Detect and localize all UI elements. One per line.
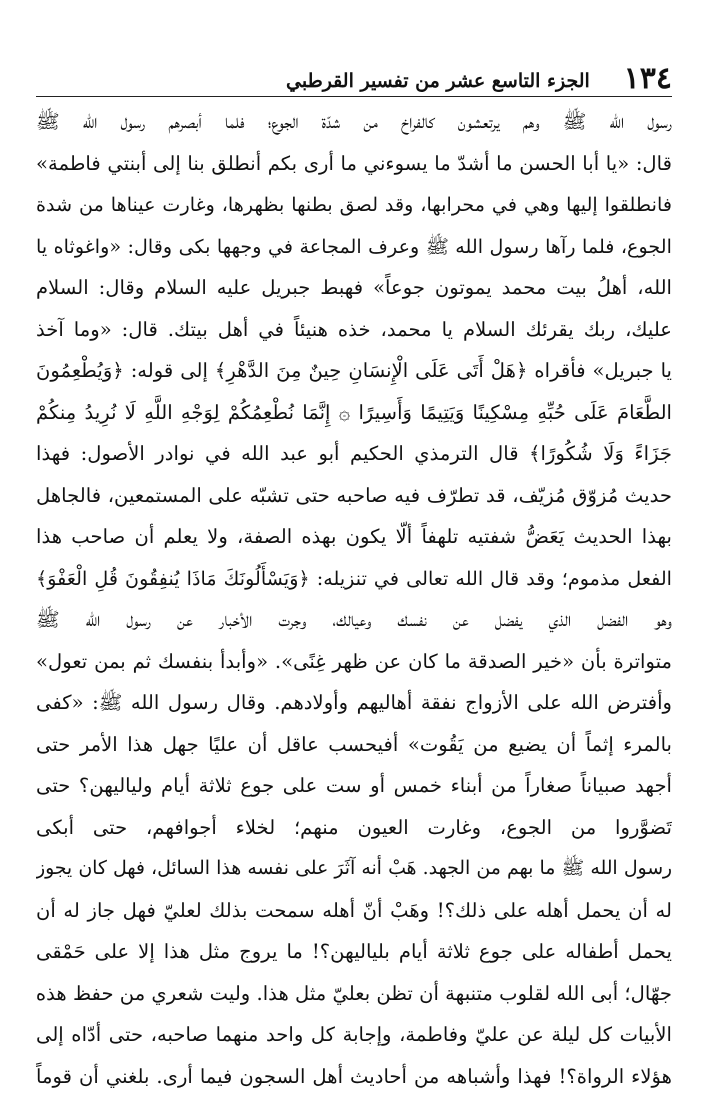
text-line: فانطلقوا إليها وهي في محرابها، وقد لصق بطنها بظهرها، وغارت عيناها من شدة (36, 184, 672, 226)
page-number: ١٣٤ (624, 62, 672, 96)
text-line: رسول الله ﷺ وهم يرتعشون كالفراخ من شدّة الجوع؛ فلما أبصرهم رسول الله ﷺ (36, 101, 672, 143)
text-line: الطَّعَامَ عَلَى حُبِّهِ مِسْكِينًا وَيَتِيمًا وَأَسِيرًا ۞ إِنَّمَا نُطْعِمُكُمْ لِوَجْهِ اللَّهِ لَا نُرِيدُ مِنكُمْ (36, 392, 672, 434)
text-line: الله، أهلُ بيت محمد يموتون جوعاً» فهبط جبريل عليه السلام وقال: السلام (36, 267, 672, 309)
text-line: حديث مُزوّق مُزيّف، قد تطرّف فيه صاحبه حتى تشبّه على المستمعين، فالجاهل (36, 475, 672, 517)
text-line: رسول الله ﷺ ما بهم من الجهد. هَبْ أنه آثَرَ على نفسه هذا السائل، فهل كان يجوز (36, 848, 672, 890)
text-line: عليك، ربك يقرئك السلام يا محمد، خذه هنيئاً في أهل بيتك. قال: «وما آخذ (36, 309, 672, 351)
text-line: أجهد صبياناً صغاراً من أبناء خمس أو ست على جوع ثلاثة أيام ولياليهن؟ حتى (36, 765, 672, 807)
text-line: متواترة بأن «خير الصدقة ما كان عن ظهر غِنًى». «وأبدأ بنفسك ثم بمن تعول» (36, 641, 672, 683)
text-line: الجوع، فلما رآها رسول الله ﷺ وعرف المجاعة في وجهها بكى وقال: «واغوثاه يا (36, 226, 672, 268)
text-line: قال: «يا أبا الحسن ما أشدّ ما يسوءني ما أرى بكم أنطلق بنا إلى أبنتي فاطمة» (36, 143, 672, 185)
running-title: الجزء التاسع عشر من تفسير القرطبي (286, 66, 590, 96)
text-line: بالمرء إثماً أن يضيع من يَقُوت» أفيحسب عاقل أن عليًا جهل هذا الأمر حتى (36, 724, 672, 766)
text-line: جهّال؛ أبى الله لقلوب متنبهة أن تظن بعليّ مثل هذا. وليت شعري من حفظ هذه (36, 973, 672, 1015)
text-line: يا جبريل» فأقراه ﴿هَلْ أَتَى عَلَى الْإِنسَانِ حِينٌ مِنَ الدَّهْرِ﴾ إلى قوله: ﴿وَيُطْعِمُونَ (36, 350, 672, 392)
book-page (36, 58, 672, 1097)
text-line: وأفترض الله على الأزواج نفقة أهاليهم وأولادهم. وقال رسول الله ﷺ: «كفى (36, 682, 672, 724)
text-line: يحمل أطفاله على جوع ثلاثة أيام بلياليهن؟! ما يروج مثل هذا إلا على حَمْقى (36, 931, 672, 973)
text-line: تَضوَّروا من الجوع، وغارت العيون منهم؛ لخلاء أجوافهم، حتى أبكى (36, 807, 672, 849)
text-line: الأبيات كل ليلة عن عليّ وفاطمة، وإجابة كل واحد منهما صاحبه، حتى أدّاه إلى (36, 1014, 672, 1056)
text-line: الفعل مذموم؛ وقد قال الله تعالى في تنزيله: ﴿وَيَسْأَلُونَكَ مَاذَا يُنفِقُونَ قُلِ الْعَفْوَ﴾ (36, 558, 672, 600)
text-line: هؤلاء الرواة؟! فهذا وأشباهه من أحاديث أهل السجون فيما أرى. بلغني أن قوماً (36, 1056, 672, 1097)
text-line: له أن يحمل أهله على ذلك؟! وهَبْ أنّ أهله سمحت بذلك لعليّ فهل جاز له أن (36, 890, 672, 932)
text-line: بهذا الحديث يَعَضُّ شفتيه تلهفاً ألّا يكون بهذه الصفة، ولا يعلم أن صاحب هذا (36, 516, 672, 558)
text-line: جَزَاءً وَلَا شُكُورًا﴾ قال الترمذي الحكيم أبو عبد الله في نوادر الأصول: فهذا (36, 433, 672, 475)
page-header (36, 58, 672, 97)
body-text (36, 101, 672, 1097)
text-line: وهو الفضل الذي يفضل عن نفسك وعيالك، وجرت الأخبار عن رسول الله ﷺ (36, 599, 672, 641)
